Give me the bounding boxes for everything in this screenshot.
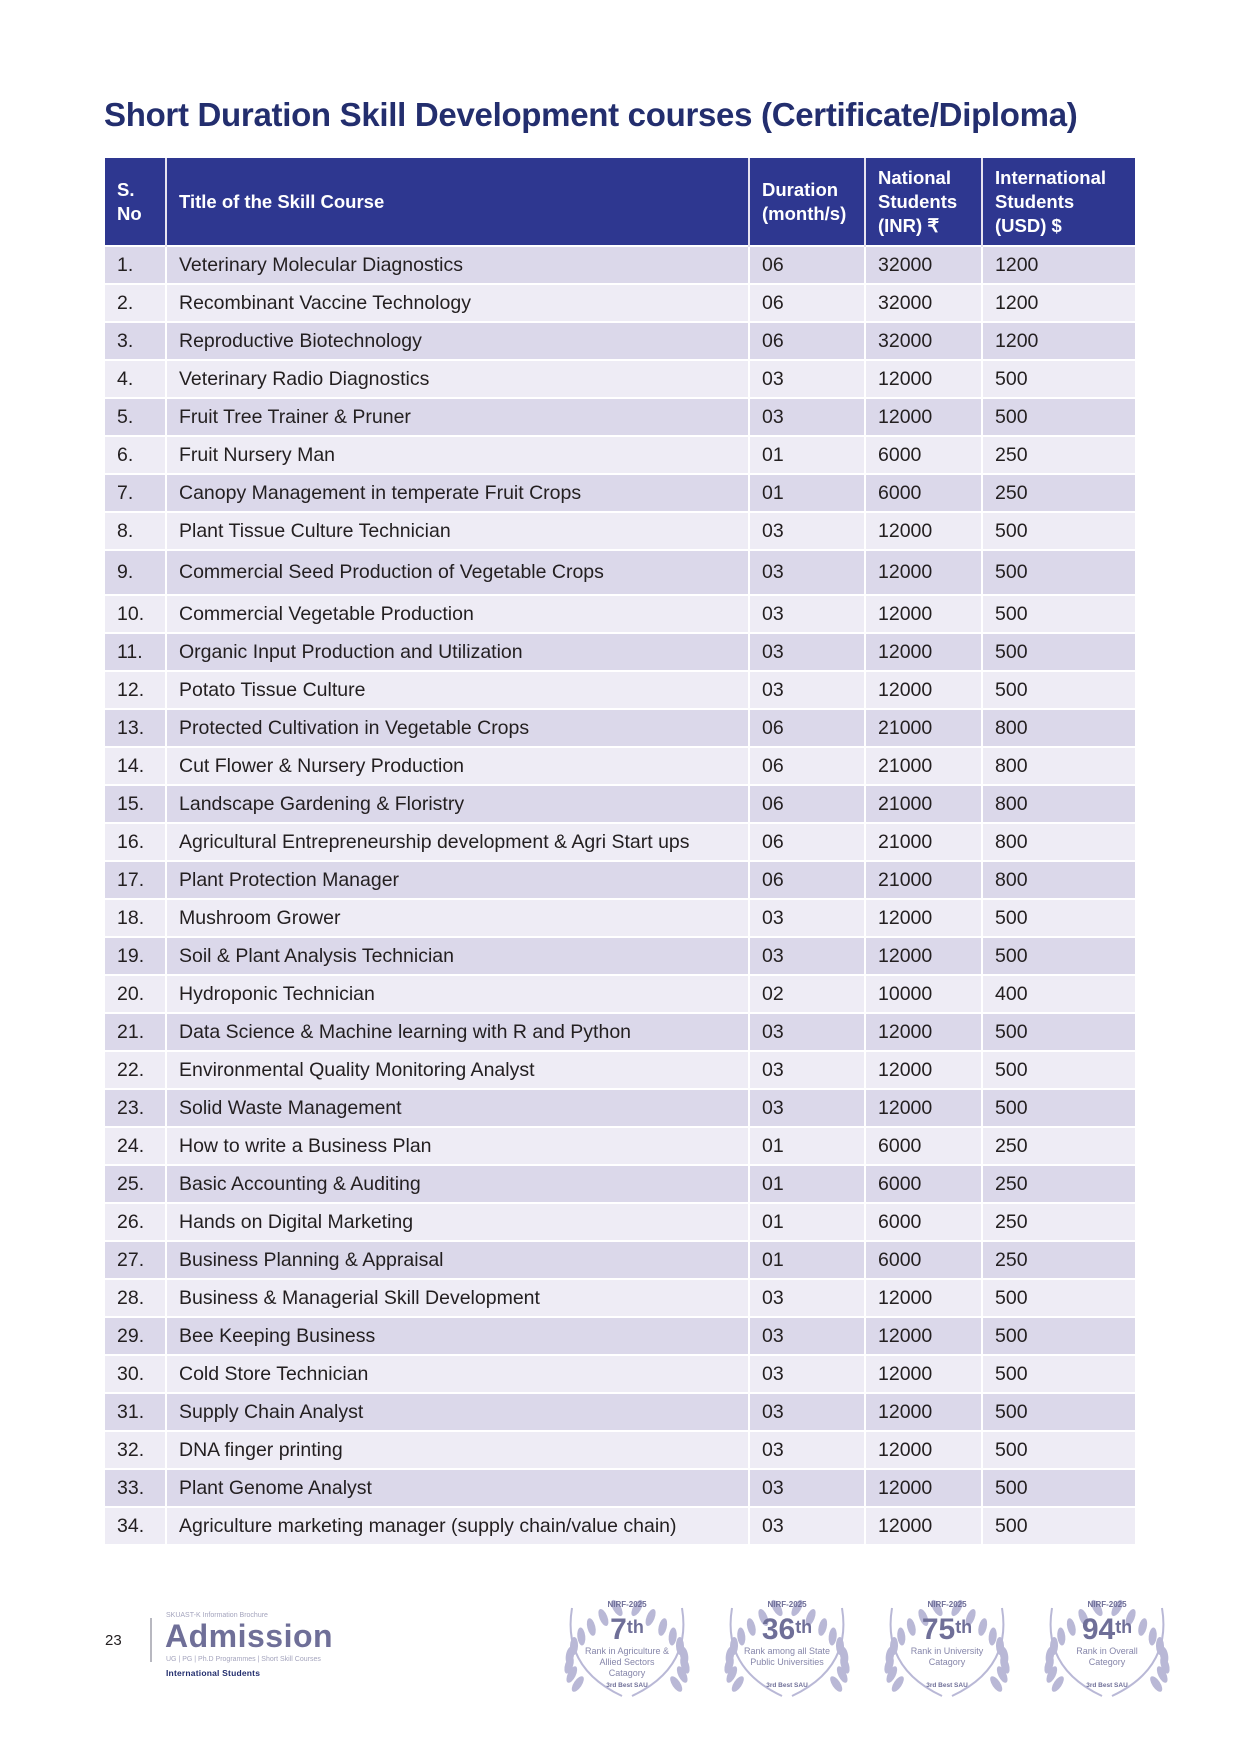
courses-table [105,158,1135,1544]
cell-sno: 1. [105,246,166,284]
cell-title: Plant Genome Analyst [166,1469,749,1507]
cell-duration: 01 [749,1203,865,1241]
cell-sno: 13. [105,709,166,747]
cell-national-fee: 12000 [865,1013,982,1051]
cell-title: Recombinant Vaccine Technology [166,284,749,322]
table-row [105,1165,1135,1203]
badge-rank-number: 94 [1081,1613,1116,1646]
badge-rank-suffix: th [626,1617,644,1637]
cell-title: Solid Waste Management [166,1089,749,1127]
cell-national-fee: 32000 [865,322,982,360]
cell-international-fee: 400 [982,975,1135,1013]
cell-international-fee: 500 [982,671,1135,709]
cell-title: Environmental Quality Monitoring Analyst [166,1051,749,1089]
table-row [105,398,1135,436]
cell-national-fee: 12000 [865,1469,982,1507]
cell-sno: 2. [105,284,166,322]
cell-national-fee: 12000 [865,937,982,975]
cell-sno: 22. [105,1051,166,1089]
cell-international-fee: 1200 [982,284,1135,322]
cell-international-fee: 800 [982,823,1135,861]
cell-sno: 7. [105,474,166,512]
table-row [105,861,1135,899]
badge-heading: NIRF-2025 [767,1600,807,1609]
cell-duration: 03 [749,1507,865,1544]
cell-national-fee: 12000 [865,550,982,595]
table-row [105,899,1135,937]
cell-international-fee: 500 [982,1051,1135,1089]
cell-national-fee: 12000 [865,1355,982,1393]
cell-international-fee: 500 [982,937,1135,975]
cell-national-fee: 32000 [865,246,982,284]
cell-international-fee: 500 [982,1013,1135,1051]
cell-national-fee: 6000 [865,436,982,474]
table-row [105,1241,1135,1279]
cell-title: Reproductive Biotechnology [166,322,749,360]
cell-national-fee: 21000 [865,861,982,899]
badge-rank-number: 7 [610,1613,627,1646]
cell-national-fee: 6000 [865,474,982,512]
programmes-label: UG | PG | Ph.D Programmes | Short Skill Courses [166,1656,321,1663]
cell-duration: 03 [749,550,865,595]
cell-international-fee: 500 [982,512,1135,550]
cell-title: Agricultural Entrepreneurship development & Agri Start ups [166,823,749,861]
table-row [105,1469,1135,1507]
cell-international-fee: 500 [982,1431,1135,1469]
cell-sno: 23. [105,1089,166,1127]
cell-duration: 06 [749,861,865,899]
badge-rank-suffix: th [955,1617,973,1637]
cell-national-fee: 12000 [865,398,982,436]
cell-sno: 30. [105,1355,166,1393]
footer-divider [150,1618,152,1662]
cell-duration: 01 [749,474,865,512]
table-row [105,785,1135,823]
cell-duration: 06 [749,246,865,284]
cell-sno: 4. [105,360,166,398]
badge-rank [552,1610,702,1647]
cell-duration: 03 [749,360,865,398]
cell-title: Bee Keeping Business [166,1317,749,1355]
cell-duration: 03 [749,1051,865,1089]
badge-footnote: 3rd Best SAU [606,1682,648,1689]
cell-duration: 03 [749,512,865,550]
cell-international-fee: 800 [982,861,1135,899]
cell-duration: 01 [749,1241,865,1279]
cell-duration: 03 [749,937,865,975]
cell-sno: 26. [105,1203,166,1241]
cell-title: Basic Accounting & Auditing [166,1165,749,1203]
table-row [105,1127,1135,1165]
cell-duration: 03 [749,1317,865,1355]
page-footer [0,1590,1241,1700]
cell-sno: 27. [105,1241,166,1279]
cell-title: Plant Tissue Culture Technician [166,512,749,550]
cell-sno: 16. [105,823,166,861]
badge-description: Rank in Overall Category [1076,1646,1138,1667]
cell-title: Cold Store Technician [166,1355,749,1393]
cell-title: Canopy Management in temperate Fruit Crops [166,474,749,512]
cell-sno: 11. [105,633,166,671]
cell-duration: 03 [749,1431,865,1469]
header-duration: Duration (month/s) [749,158,865,246]
cell-title: Cut Flower & Nursery Production [166,747,749,785]
cell-duration: 06 [749,747,865,785]
cell-international-fee: 1200 [982,322,1135,360]
cell-national-fee: 12000 [865,1089,982,1127]
cell-sno: 29. [105,1317,166,1355]
table-row [105,284,1135,322]
cell-sno: 20. [105,975,166,1013]
badge-heading: NIRF-2025 [927,1600,967,1609]
table-row [105,937,1135,975]
cell-international-fee: 800 [982,709,1135,747]
table-row [105,512,1135,550]
cell-national-fee: 12000 [865,1317,982,1355]
cell-title: Hydroponic Technician [166,975,749,1013]
cell-sno: 6. [105,436,166,474]
cell-duration: 03 [749,1393,865,1431]
cell-duration: 02 [749,975,865,1013]
cell-duration: 01 [749,436,865,474]
brochure-label: SKUAST-K Information Brochure [166,1612,268,1619]
table-row [105,322,1135,360]
table-body [105,246,1135,1544]
badge-heading: NIRF-2025 [1087,1600,1127,1609]
cell-international-fee: 500 [982,1507,1135,1544]
table-row [105,1279,1135,1317]
badge-footnote: 3rd Best SAU [926,1682,968,1689]
cell-sno: 8. [105,512,166,550]
cell-title: Veterinary Molecular Diagnostics [166,246,749,284]
header-title: Title of the Skill Course [166,158,749,246]
cell-title: Veterinary Radio Diagnostics [166,360,749,398]
table-row [105,550,1135,595]
cell-international-fee: 250 [982,436,1135,474]
cell-title: Fruit Nursery Man [166,436,749,474]
cell-title: Hands on Digital Marketing [166,1203,749,1241]
cell-title: Data Science & Machine learning with R and Python [166,1013,749,1051]
cell-sno: 34. [105,1507,166,1544]
badge-description: Rank in Agriculture & Allied Sectors Catagory [584,1646,670,1678]
cell-title: How to write a Business Plan [166,1127,749,1165]
cell-title: Soil & Plant Analysis Technician [166,937,749,975]
cell-international-fee: 500 [982,1279,1135,1317]
badge-rank [1032,1610,1182,1647]
cell-sno: 18. [105,899,166,937]
cell-duration: 06 [749,284,865,322]
badge-rank-suffix: th [795,1617,813,1637]
cell-duration: 03 [749,398,865,436]
cell-international-fee: 500 [982,1317,1135,1355]
cell-national-fee: 6000 [865,1165,982,1203]
table-row [105,709,1135,747]
cell-duration: 06 [749,823,865,861]
cell-national-fee: 6000 [865,1127,982,1165]
page-title: Short Duration Skill Development courses (Certificate/Diploma) [104,96,1078,133]
table-row [105,671,1135,709]
badge-description: Rank in University Catagory [910,1646,984,1667]
cell-sno: 33. [105,1469,166,1507]
cell-duration: 06 [749,322,865,360]
table-row [105,975,1135,1013]
cell-duration: 01 [749,1127,865,1165]
table-row [105,747,1135,785]
cell-national-fee: 6000 [865,1241,982,1279]
cell-sno: 24. [105,1127,166,1165]
cell-sno: 12. [105,671,166,709]
cell-international-fee: 250 [982,1165,1135,1203]
cell-title: Business Planning & Appraisal [166,1241,749,1279]
audience-label: International Students [166,1668,261,1678]
cell-national-fee: 12000 [865,1393,982,1431]
header-sno: S. No [105,158,166,246]
cell-title: Potato Tissue Culture [166,671,749,709]
admission-logo-text: Admission [165,1618,334,1654]
cell-title: Commercial Vegetable Production [166,595,749,633]
cell-national-fee: 12000 [865,1507,982,1544]
cell-sno: 21. [105,1013,166,1051]
table-header-row [105,158,1135,246]
cell-national-fee: 12000 [865,595,982,633]
cell-sno: 3. [105,322,166,360]
table-row [105,1089,1135,1127]
cell-duration: 06 [749,709,865,747]
cell-title: Agriculture marketing manager (supply chain/value chain) [166,1507,749,1544]
cell-sno: 5. [105,398,166,436]
badge-footnote: 3rd Best SAU [766,1682,808,1689]
table-row [105,360,1135,398]
cell-title: Commercial Seed Production of Vegetable Crops [166,550,749,595]
cell-national-fee: 21000 [865,747,982,785]
cell-sno: 28. [105,1279,166,1317]
table-row [105,1393,1135,1431]
cell-national-fee: 21000 [865,823,982,861]
cell-national-fee: 21000 [865,785,982,823]
cell-duration: 06 [749,785,865,823]
table-row [105,474,1135,512]
badge-rank [712,1610,862,1647]
cell-national-fee: 12000 [865,360,982,398]
badge-rank-suffix: th [1115,1617,1133,1637]
cell-duration: 03 [749,595,865,633]
cell-national-fee: 10000 [865,975,982,1013]
table-row [105,1051,1135,1089]
cell-international-fee: 500 [982,899,1135,937]
cell-title: Fruit Tree Trainer & Pruner [166,398,749,436]
cell-title: Landscape Gardening & Floristry [166,785,749,823]
cell-sno: 10. [105,595,166,633]
cell-duration: 03 [749,633,865,671]
cell-national-fee: 32000 [865,284,982,322]
cell-national-fee: 21000 [865,709,982,747]
table-row [105,1203,1135,1241]
cell-national-fee: 12000 [865,899,982,937]
cell-duration: 03 [749,1089,865,1127]
cell-international-fee: 500 [982,1469,1135,1507]
cell-international-fee: 500 [982,1393,1135,1431]
cell-title: Mushroom Grower [166,899,749,937]
header-international-fee: International Students (USD) $ [982,158,1135,246]
cell-sno: 9. [105,550,166,595]
cell-international-fee: 500 [982,595,1135,633]
table-row [105,595,1135,633]
cell-national-fee: 12000 [865,512,982,550]
badge-rank-number: 36 [761,1613,796,1646]
table-row [105,823,1135,861]
cell-international-fee: 250 [982,474,1135,512]
cell-international-fee: 500 [982,633,1135,671]
cell-title: Organic Input Production and Utilization [166,633,749,671]
cell-duration: 01 [749,1165,865,1203]
cell-national-fee: 12000 [865,1431,982,1469]
badge-rank-number: 75 [921,1613,956,1646]
cell-international-fee: 500 [982,550,1135,595]
cell-international-fee: 500 [982,360,1135,398]
nirf-rank-badge [552,1590,702,1700]
cell-sno: 15. [105,785,166,823]
cell-national-fee: 6000 [865,1203,982,1241]
nirf-rank-badge [1032,1590,1182,1700]
cell-duration: 03 [749,671,865,709]
cell-sno: 14. [105,747,166,785]
cell-international-fee: 250 [982,1203,1135,1241]
nirf-rank-badge [872,1590,1022,1700]
cell-duration: 03 [749,899,865,937]
table-row [105,633,1135,671]
cell-international-fee: 250 [982,1241,1135,1279]
cell-international-fee: 250 [982,1127,1135,1165]
cell-sno: 31. [105,1393,166,1431]
cell-title: Protected Cultivation in Vegetable Crops [166,709,749,747]
cell-international-fee: 800 [982,785,1135,823]
cell-national-fee: 12000 [865,671,982,709]
table-row [105,1013,1135,1051]
cell-title: Supply Chain Analyst [166,1393,749,1431]
cell-national-fee: 12000 [865,1279,982,1317]
cell-title: Business & Managerial Skill Development [166,1279,749,1317]
cell-international-fee: 800 [982,747,1135,785]
cell-duration: 03 [749,1013,865,1051]
cell-sno: 19. [105,937,166,975]
cell-title: DNA finger printing [166,1431,749,1469]
table-row [105,246,1135,284]
cell-sno: 17. [105,861,166,899]
cell-international-fee: 500 [982,1355,1135,1393]
cell-national-fee: 12000 [865,1051,982,1089]
cell-international-fee: 500 [982,398,1135,436]
cell-sno: 25. [105,1165,166,1203]
badge-description: Rank among all State Public Universities [743,1646,831,1667]
cell-duration: 03 [749,1355,865,1393]
table-row [105,1355,1135,1393]
table-row [105,436,1135,474]
table-row [105,1507,1135,1544]
header-national-fee: National Students (INR) ₹ [865,158,982,246]
page-number: 23 [105,1632,122,1649]
table-row [105,1431,1135,1469]
badge-footnote: 3rd Best SAU [1086,1682,1128,1689]
cell-national-fee: 12000 [865,633,982,671]
badge-heading: NIRF-2025 [607,1600,647,1609]
cell-international-fee: 500 [982,1089,1135,1127]
badge-rank [872,1610,1022,1647]
cell-title: Plant Protection Manager [166,861,749,899]
cell-duration: 03 [749,1469,865,1507]
table-row [105,1317,1135,1355]
cell-international-fee: 1200 [982,246,1135,284]
nirf-rank-badge [712,1590,862,1700]
cell-sno: 32. [105,1431,166,1469]
cell-duration: 03 [749,1279,865,1317]
